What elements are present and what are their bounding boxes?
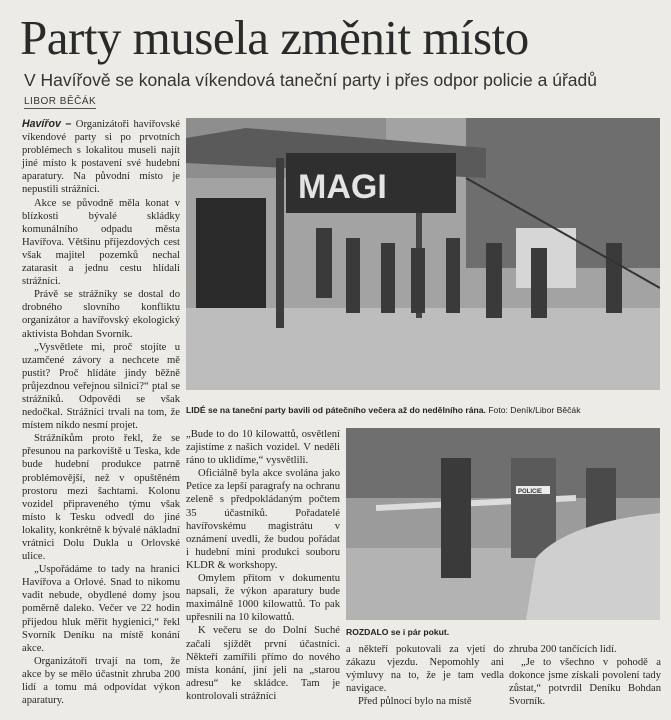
paragraph: K večeru se do Dolní Suché začali sjíždět první účastníci. Někteří zamířili přímo do nového místa konání, jiní jeli na „starou adresu“ ke skládce. Tam je kontrolovali strážníci (186, 625, 340, 702)
paragraph: zhruba 200 tančících lidí. (509, 644, 617, 655)
paragraph (22, 118, 180, 197)
paragraph: a někteří pokutovali za vjetí do zákazu vjezdu. Nepomohly ani výmluvy na to, že je tam vedla navigace. (346, 644, 504, 695)
paragraph: Omylem přitom v dokumentu napsali, že výkon aparatury bude maximálně 1000 kilowattů. To pak upřesnili na 10 kilowattů. (186, 573, 340, 624)
police-vest-text: POLICIE (518, 489, 543, 495)
paragraph: „Bude to do 10 kilowattů, osvětlení zajistíme z našich vozidel. V neděli ráno to uklidíme,“ vysvětlili. (186, 429, 340, 467)
paragraph: Před půlnocí bylo na místě (358, 696, 472, 708)
subheadline: V Havířově se konala víkendová taneční party i přes odpor policie a úřadů (24, 70, 597, 90)
stage-banner-text: MAGI (298, 168, 387, 206)
paragraph: Akce se původně měla konat v blízkosti bývalé skládky komunálního odpadu města Havířova. Většinu příjezdových cest však majitel pozemků nechal zatarasit a jednu cestu hlídali strážníci. (22, 197, 180, 288)
photo-caption (346, 627, 449, 637)
article-column-4 (509, 643, 661, 708)
paragraph: Právě se strážníky se dostal do drobného slovního konfliktu organizátor a havířovský ekologický aktivista Bohdan Svorník. (22, 289, 180, 340)
party-photo (186, 118, 660, 390)
photo-credit: Foto: Deník/Libor Běčák (488, 405, 581, 415)
paragraph: „Uspořádáme to tady na hranici Havířova a Orlové. Snad to nikomu vadit nebude, obydlené domy jsou poměrně daleko. Večer ve 22 hodin přijedou hluk měřit hygienici,“ řekl Svorník Deníku na místě konání akce. (22, 564, 180, 654)
caption-text: ROZDALO se i pár pokut. (346, 627, 450, 637)
police-photo (346, 428, 660, 620)
police-photo-illustration (346, 428, 660, 620)
article-column-3 (346, 643, 504, 708)
party-photo-illustration (186, 118, 660, 390)
article-column-1 (22, 118, 180, 707)
caption-text: LIDÉ se na taneční party bavili od pátečního večera až do nedělního rána. (186, 405, 486, 415)
byline: LIBOR BĚČÁK (24, 96, 97, 107)
paragraph: „Je to všechno v pohodě a dokonce jsme získali povolení tady zůstat,“ potvrdil Deníku Bohdan Svorník. (509, 657, 661, 708)
paragraph: Oficiálně byla akce svolána jako Petice za lepší paragrafy na ochranu zeleně s předpokládaným počtem 35 účastníků. Pořadatelé havířovskému magistrátu v oznámení uvedli, že budou pořádat i hudební mini produkci souboru KLDR & workshopy. (186, 468, 340, 571)
photo-caption (186, 405, 660, 415)
paragraph: „Vysvětlete mi, proč stojíte u uzamčené závory a nechcete mě pustit? Proč hlídáte jindy běžně průjezdnou veřejnou silnici?“ ptal se strážníků. Odpovědi se však nedočkal. Strážníci trvali na tom, že místem nikdo nesmí projet. (22, 341, 180, 432)
paragraph: Strážníkům proto řekl, že se přesunou na parkoviště u Teska, kde bude hudební produkce patrně problémovější, než v opuštěném prostoru mezi šachtami. Kolonu vozidel připraveného týmu však místo k Tesku odvedl do jiné lokality, konkrétně k bývalé nákladní vrátnici Dolu Dukla u Orlovské ulice. (22, 433, 180, 563)
headline: Party musela změnit místo (20, 10, 529, 65)
paragraph: Organizátoři trvají na tom, že akce by se mělo účastnit zhruba 200 lidí a tomu má odpovídat výkon aparatury. (22, 655, 180, 707)
dateline-location: Havířov – (22, 118, 72, 130)
article-column-2 (186, 428, 340, 703)
paragraph-text: Organizátoři havířovské víkendové party si po prvotních problémech s lokalitou museli najít jiné místo k postavení své hudební aparatury. Na původní místo je nepustili strážníci. (22, 119, 180, 196)
